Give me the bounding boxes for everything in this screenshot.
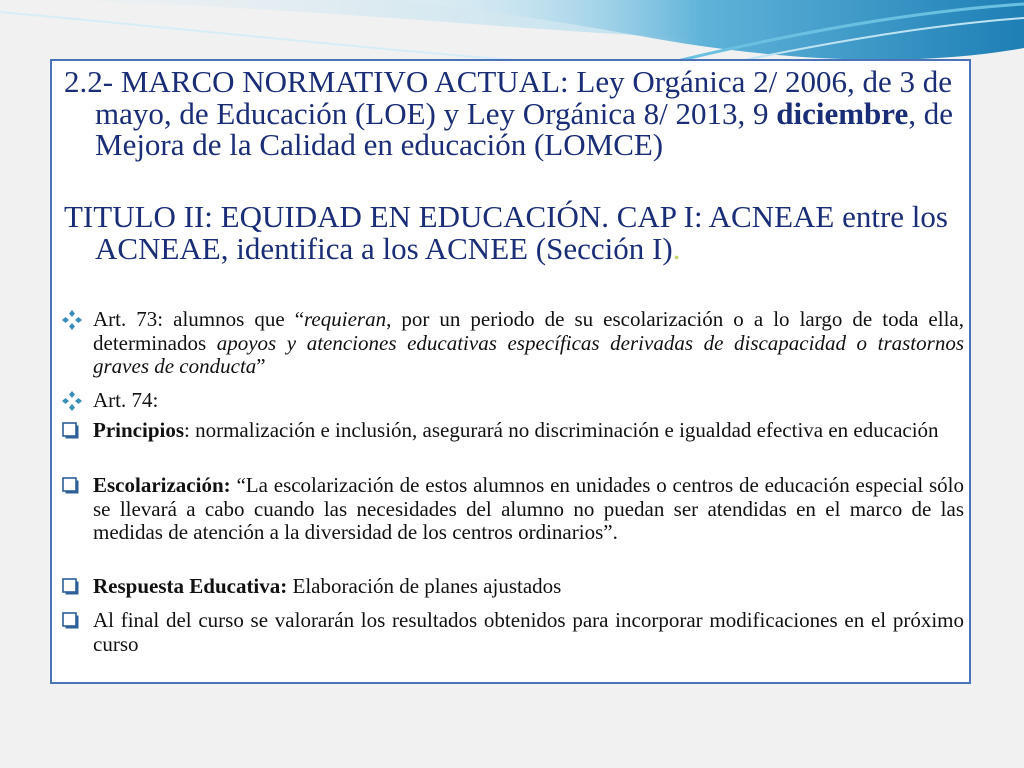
heading1-bold: diciembre: [776, 95, 909, 131]
heading1-text-end: , de Mejora de la Calidad en educación (LOMCE): [95, 95, 953, 162]
principios-body: : normalización e inclusión, asegurará no discriminación e igualdad efectiva en educación: [184, 418, 939, 442]
list-item-escolarizacion: [62, 474, 964, 545]
art73-text: [93, 308, 964, 379]
shadowed-box-bullet-icon: [62, 575, 93, 598]
principios-text: [93, 419, 964, 443]
respuesta-body: Elaboración de planes ajustados: [287, 574, 562, 598]
list-item-principios: [62, 419, 964, 443]
list-item-respuesta: [62, 575, 964, 599]
art73-italic1: requieran: [304, 307, 387, 331]
heading1-text: 2.2- MARCO NORMATIVO ACTUAL: Ley Orgánica 2/ 2006, de 3 de mayo, de Educación (LOE) y Ley Orgánica 8/ 2013, 9: [64, 64, 952, 131]
four-diamond-bullet-icon: [62, 308, 93, 331]
principios-label: Principios: [93, 418, 185, 442]
shadowed-box-bullet-icon: [62, 419, 93, 442]
art74-text: Art. 74:: [93, 388, 159, 412]
respuesta-label: Respuesta Educativa:: [93, 574, 288, 598]
list-item-final: [62, 609, 964, 656]
respuesta-text: [93, 575, 964, 599]
heading-titulo-equidad: [64, 201, 964, 264]
shadowed-box-bullet-icon: [62, 609, 93, 632]
heading2-accent-dot: .: [672, 230, 681, 266]
escolarizacion-body: “La escolarización de estos alumnos en unidades o centros de educación especial sólo se llevará a cabo cuando las necesidades del alumno no puedan ser atendidas en el marco de las medidas de atención a la diversidad de los centros ordinarios”.: [93, 473, 964, 544]
escolarizacion-label: Escolarización:: [93, 473, 231, 497]
content-frame: [50, 59, 971, 684]
shadowed-box-bullet-icon: [62, 474, 93, 497]
final-text: Al final del curso se valorarán los resultados obtenidos para incorporar modificaciones en el próximo curso: [93, 608, 964, 656]
art73-t2: , por un periodo de su escolarización o a lo largo de toda ella, determinados: [93, 307, 964, 355]
four-diamond-bullet-icon: [62, 389, 93, 412]
list-item-art74: [62, 389, 964, 413]
heading2-text: TITULO II: EQUIDAD EN EDUCACIÓN. CAP I: ACNEAE entre los ACNEAE, identifica a los ACNEE (Sección I): [64, 199, 948, 266]
heading-marco-normativo: [64, 66, 964, 161]
art73-italic2: apoyos y atenciones educativas específicas derivadas de discapacidad o trastornos graves de conducta: [93, 330, 964, 378]
list-item-art73: [62, 308, 964, 379]
escolarizacion-text: [93, 474, 964, 545]
art73-t1: Art. 73: alumnos que “: [93, 307, 305, 331]
art73-t3: ”: [256, 354, 266, 378]
